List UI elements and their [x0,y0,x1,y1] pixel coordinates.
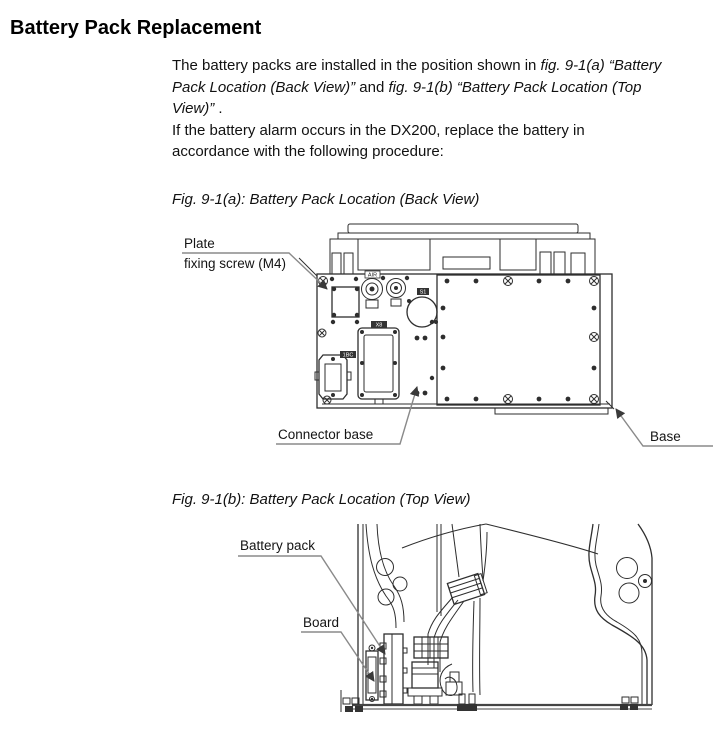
base-plate-bottom [341,690,652,712]
base-panel [437,275,600,405]
chip-air-label: AIR [367,272,378,279]
figure-b-caption: Fig. 9-1(b): Battery Pack Location (Top View) [172,491,471,508]
chip-s1-label: S1 [419,289,427,296]
label-connector-base: Connector base [278,427,374,442]
label-base: Base [650,429,681,444]
cable-clamp-stack [408,637,462,704]
battery-pack [380,634,407,704]
intro-line: The battery packs are installed in the position shown in fig. 9-1(a) “Battery [172,57,662,74]
label-plate-fixing-screw-line1: Plate [184,236,215,251]
intro-paragraph [172,55,715,163]
intro-line: accordance with the following procedure: [172,143,444,160]
figure-a-caption: Fig. 9-1(a): Battery Pack Location (Back View) [172,191,480,208]
chip-1bc-label: 1BC [342,352,354,359]
chip-x8-label: X8 [375,322,383,329]
label-battery-pack: Battery pack [240,538,316,553]
harness-connector [447,573,487,605]
battery-plate [330,277,359,324]
power-inlet-connector [315,351,356,399]
rect-connector-x8 [358,321,399,404]
figure-a-diagram [0,218,715,463]
frame-structure [358,524,598,705]
intro-line: View)” . [172,100,223,117]
board [366,645,378,702]
page-title: Battery Pack Replacement [10,17,262,40]
right-side-plate [589,524,652,705]
intro-line: If the battery alarm occurs in the DX200, replace the battery in [172,121,585,139]
figure-b-diagram [0,520,715,733]
label-plate-fixing-screw-line2: fixing screw (M4) [184,256,287,271]
controller-top-cover [330,224,595,274]
label-board: Board [303,615,340,630]
intro-line: Pack Location (Back View)” and fig. 9-1(b) “Battery Pack Location (Top [172,78,642,96]
